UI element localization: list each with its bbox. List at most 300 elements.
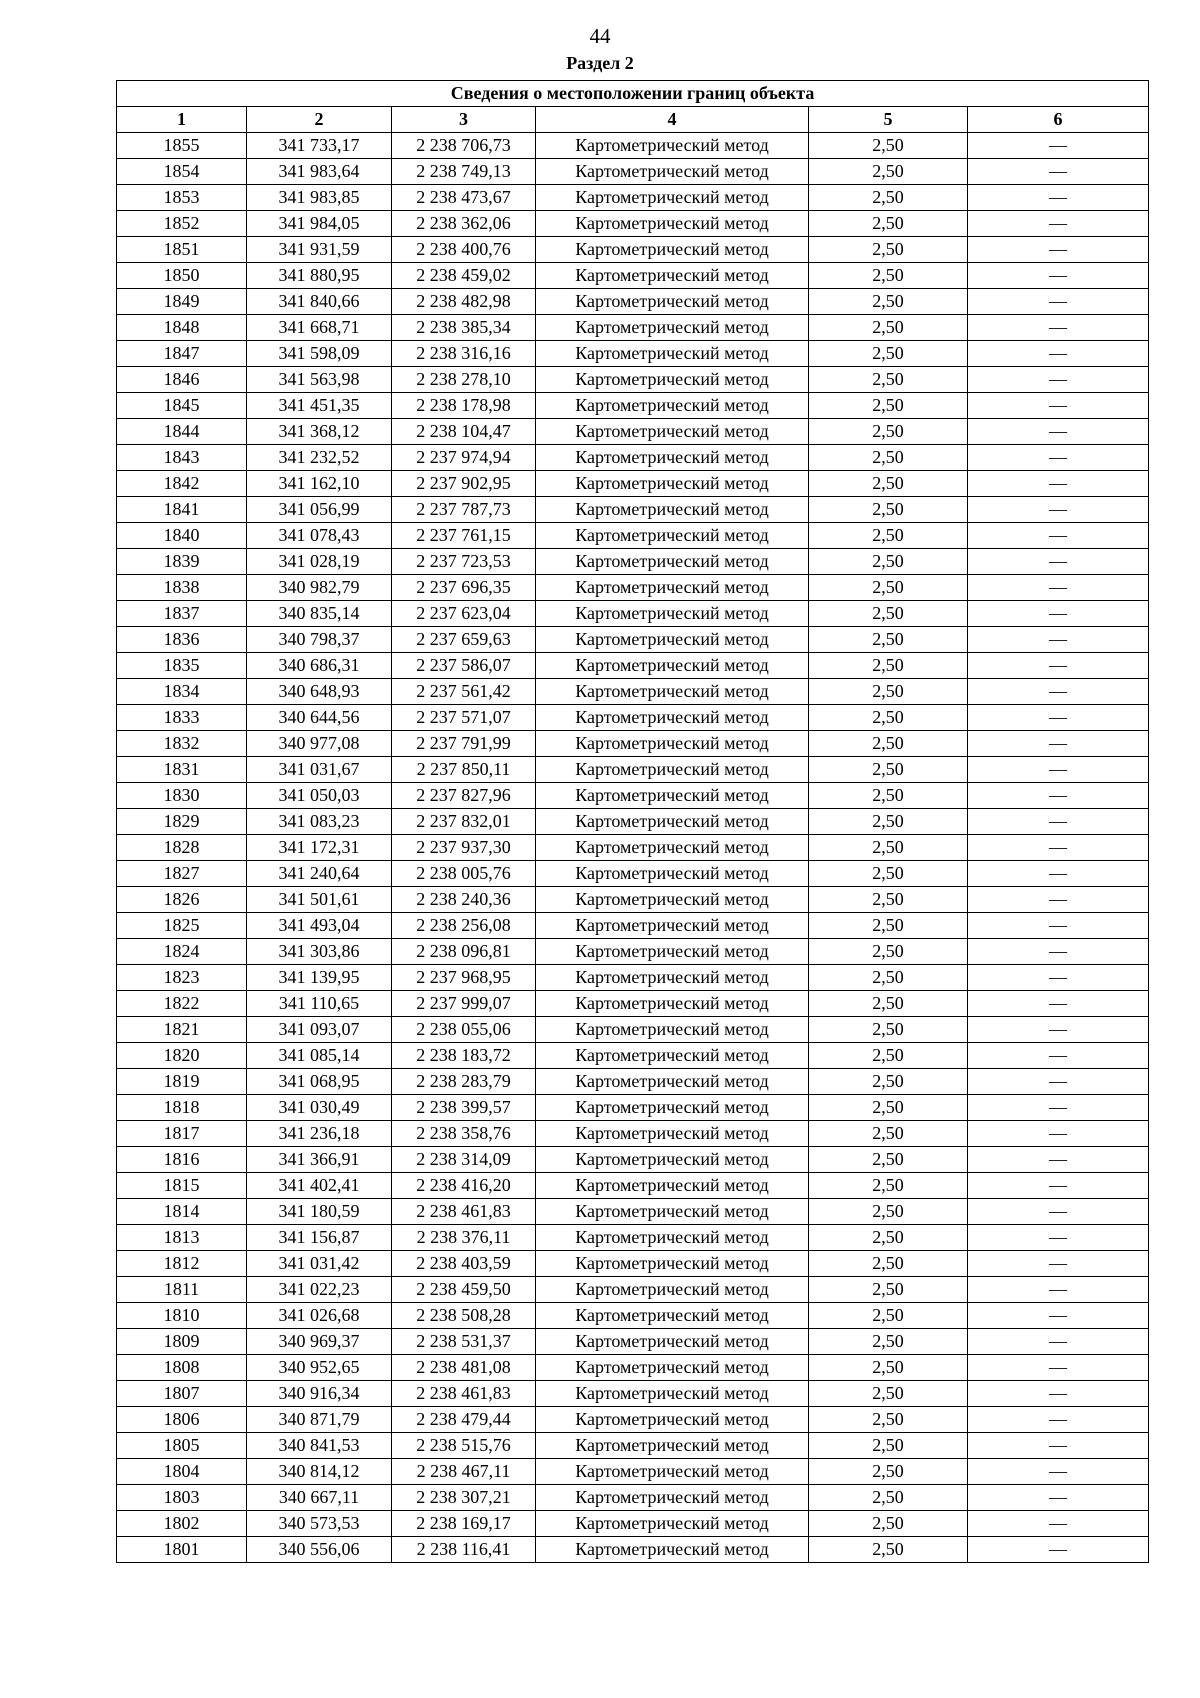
x-coordinate-cell: 340 556,06 [247,1537,392,1563]
method-cell: Картометрический метод [536,783,809,809]
accuracy-cell: 2,50 [809,965,968,991]
y-coordinate-cell: 2 238 314,09 [392,1147,536,1173]
point-number-cell: 1805 [117,1433,247,1459]
description-cell: — [968,835,1149,861]
y-coordinate-cell: 2 237 623,04 [392,601,536,627]
accuracy-cell: 2,50 [809,1511,968,1537]
method-cell: Картометрический метод [536,679,809,705]
table-row [117,1069,1149,1095]
method-cell: Картометрический метод [536,549,809,575]
point-number-cell: 1852 [117,211,247,237]
description-cell: — [968,1511,1149,1537]
point-number-cell: 1826 [117,887,247,913]
column-header: 3 [392,107,536,133]
point-number-cell: 1819 [117,1069,247,1095]
accuracy-cell: 2,50 [809,601,968,627]
accuracy-cell: 2,50 [809,315,968,341]
table-row [117,991,1149,1017]
table-row [117,1147,1149,1173]
table-row [117,1043,1149,1069]
x-coordinate-cell: 341 056,99 [247,497,392,523]
method-cell: Картометрический метод [536,1095,809,1121]
table-row [117,1095,1149,1121]
x-coordinate-cell: 341 162,10 [247,471,392,497]
description-cell: — [968,731,1149,757]
point-number-cell: 1804 [117,1459,247,1485]
table-row [117,1121,1149,1147]
description-cell: — [968,653,1149,679]
method-cell: Картометрический метод [536,861,809,887]
accuracy-cell: 2,50 [809,1407,968,1433]
point-number-cell: 1833 [117,705,247,731]
method-cell: Картометрический метод [536,965,809,991]
point-number-cell: 1814 [117,1199,247,1225]
table-row [117,263,1149,289]
table-row [117,1537,1149,1563]
x-coordinate-cell: 340 573,53 [247,1511,392,1537]
description-cell: — [968,445,1149,471]
point-number-cell: 1828 [117,835,247,861]
description-cell: — [968,1095,1149,1121]
y-coordinate-cell: 2 238 055,06 [392,1017,536,1043]
column-header: 2 [247,107,392,133]
point-number-cell: 1809 [117,1329,247,1355]
accuracy-cell: 2,50 [809,523,968,549]
description-cell: — [968,211,1149,237]
method-cell: Картометрический метод [536,237,809,263]
method-cell: Картометрический метод [536,1459,809,1485]
y-coordinate-cell: 2 238 461,83 [392,1199,536,1225]
description-cell: — [968,1407,1149,1433]
description-cell: — [968,939,1149,965]
accuracy-cell: 2,50 [809,237,968,263]
accuracy-cell: 2,50 [809,1381,968,1407]
y-coordinate-cell: 2 238 183,72 [392,1043,536,1069]
x-coordinate-cell: 341 598,09 [247,341,392,367]
y-coordinate-cell: 2 238 278,10 [392,367,536,393]
table-row [117,1173,1149,1199]
point-number-cell: 1835 [117,653,247,679]
method-cell: Картометрический метод [536,1407,809,1433]
point-number-cell: 1827 [117,861,247,887]
method-cell: Картометрический метод [536,367,809,393]
y-coordinate-cell: 2 237 968,95 [392,965,536,991]
point-number-cell: 1838 [117,575,247,601]
table-row [117,679,1149,705]
table-body [117,133,1149,1563]
y-coordinate-cell: 2 237 561,42 [392,679,536,705]
table-row [117,601,1149,627]
x-coordinate-cell: 341 022,23 [247,1277,392,1303]
accuracy-cell: 2,50 [809,1017,968,1043]
method-cell: Картометрический метод [536,1485,809,1511]
description-cell: — [968,367,1149,393]
description-cell: — [968,1381,1149,1407]
x-coordinate-cell: 341 030,49 [247,1095,392,1121]
accuracy-cell: 2,50 [809,185,968,211]
description-cell: — [968,1147,1149,1173]
accuracy-cell: 2,50 [809,159,968,185]
method-cell: Картометрический метод [536,159,809,185]
accuracy-cell: 2,50 [809,1199,968,1225]
table-header-row [117,107,1149,133]
y-coordinate-cell: 2 237 586,07 [392,653,536,679]
method-cell: Картометрический метод [536,1225,809,1251]
description-cell: — [968,783,1149,809]
x-coordinate-cell: 340 916,34 [247,1381,392,1407]
x-coordinate-cell: 341 031,42 [247,1251,392,1277]
point-number-cell: 1823 [117,965,247,991]
description-cell: — [968,471,1149,497]
x-coordinate-cell: 340 841,53 [247,1433,392,1459]
accuracy-cell: 2,50 [809,1147,968,1173]
y-coordinate-cell: 2 237 827,96 [392,783,536,809]
method-cell: Картометрический метод [536,1433,809,1459]
accuracy-cell: 2,50 [809,1485,968,1511]
description-cell: — [968,1459,1149,1485]
method-cell: Картометрический метод [536,393,809,419]
method-cell: Картометрический метод [536,1329,809,1355]
point-number-cell: 1843 [117,445,247,471]
table-row [117,367,1149,393]
method-cell: Картометрический метод [536,575,809,601]
description-cell: — [968,679,1149,705]
point-number-cell: 1846 [117,367,247,393]
table-row [117,1017,1149,1043]
accuracy-cell: 2,50 [809,809,968,835]
method-cell: Картометрический метод [536,1147,809,1173]
method-cell: Картометрический метод [536,185,809,211]
table-row [117,497,1149,523]
method-cell: Картометрический метод [536,341,809,367]
y-coordinate-cell: 2 238 169,17 [392,1511,536,1537]
method-cell: Картометрический метод [536,913,809,939]
method-cell: Картометрический метод [536,705,809,731]
table-row [117,315,1149,341]
x-coordinate-cell: 341 172,31 [247,835,392,861]
point-number-cell: 1839 [117,549,247,575]
description-cell: — [968,913,1149,939]
y-coordinate-cell: 2 237 937,30 [392,835,536,861]
x-coordinate-cell: 340 969,37 [247,1329,392,1355]
description-cell: — [968,1433,1149,1459]
table-row [117,419,1149,445]
method-cell: Картометрический метод [536,757,809,783]
table-row [117,627,1149,653]
x-coordinate-cell: 340 667,11 [247,1485,392,1511]
accuracy-cell: 2,50 [809,445,968,471]
table-row [117,965,1149,991]
method-cell: Картометрический метод [536,887,809,913]
column-header: 5 [809,107,968,133]
point-number-cell: 1844 [117,419,247,445]
x-coordinate-cell: 341 078,43 [247,523,392,549]
point-number-cell: 1818 [117,1095,247,1121]
description-cell: — [968,1173,1149,1199]
accuracy-cell: 2,50 [809,757,968,783]
y-coordinate-cell: 2 238 283,79 [392,1069,536,1095]
description-cell: — [968,523,1149,549]
method-cell: Картометрический метод [536,991,809,1017]
method-cell: Картометрический метод [536,1277,809,1303]
x-coordinate-cell: 341 668,71 [247,315,392,341]
table-row [117,1407,1149,1433]
y-coordinate-cell: 2 238 096,81 [392,939,536,965]
table-row [117,653,1149,679]
table-row [117,1329,1149,1355]
method-cell: Картометрический метод [536,1537,809,1563]
point-number-cell: 1837 [117,601,247,627]
y-coordinate-cell: 2 238 403,59 [392,1251,536,1277]
table-row [117,471,1149,497]
description-cell: — [968,601,1149,627]
y-coordinate-cell: 2 238 005,76 [392,861,536,887]
accuracy-cell: 2,50 [809,471,968,497]
table-row [117,861,1149,887]
accuracy-cell: 2,50 [809,1069,968,1095]
y-coordinate-cell: 2 238 104,47 [392,419,536,445]
point-number-cell: 1811 [117,1277,247,1303]
point-number-cell: 1849 [117,289,247,315]
point-number-cell: 1831 [117,757,247,783]
description-cell: — [968,1069,1149,1095]
accuracy-cell: 2,50 [809,627,968,653]
table-row [117,159,1149,185]
y-coordinate-cell: 2 237 791,99 [392,731,536,757]
accuracy-cell: 2,50 [809,133,968,159]
point-number-cell: 1850 [117,263,247,289]
x-coordinate-cell: 341 368,12 [247,419,392,445]
accuracy-cell: 2,50 [809,1433,968,1459]
point-number-cell: 1834 [117,679,247,705]
section-title: Раздел 2 [566,53,634,73]
accuracy-cell: 2,50 [809,887,968,913]
description-cell: — [968,887,1149,913]
method-cell: Картометрический метод [536,211,809,237]
method-cell: Картометрический метод [536,731,809,757]
x-coordinate-cell: 341 050,03 [247,783,392,809]
point-number-cell: 1816 [117,1147,247,1173]
method-cell: Картометрический метод [536,1303,809,1329]
point-number-cell: 1825 [117,913,247,939]
column-header: 1 [117,107,247,133]
y-coordinate-cell: 2 238 508,28 [392,1303,536,1329]
y-coordinate-cell: 2 238 531,37 [392,1329,536,1355]
y-coordinate-cell: 2 237 850,11 [392,757,536,783]
description-cell: — [968,627,1149,653]
point-number-cell: 1841 [117,497,247,523]
y-coordinate-cell: 2 237 761,15 [392,523,536,549]
point-number-cell: 1824 [117,939,247,965]
method-cell: Картометрический метод [536,445,809,471]
table-row [117,1381,1149,1407]
y-coordinate-cell: 2 238 116,41 [392,1537,536,1563]
description-cell: — [968,133,1149,159]
y-coordinate-cell: 2 238 459,50 [392,1277,536,1303]
accuracy-cell: 2,50 [809,367,968,393]
description-cell: — [968,861,1149,887]
x-coordinate-cell: 341 232,52 [247,445,392,471]
description-cell: — [968,315,1149,341]
description-cell: — [968,809,1149,835]
column-header: 6 [968,107,1149,133]
method-cell: Картометрический метод [536,263,809,289]
y-coordinate-cell: 2 238 473,67 [392,185,536,211]
description-cell: — [968,1017,1149,1043]
accuracy-cell: 2,50 [809,1277,968,1303]
point-number-cell: 1812 [117,1251,247,1277]
table-caption-row [117,81,1149,107]
x-coordinate-cell: 341 139,95 [247,965,392,991]
table-row [117,731,1149,757]
method-cell: Картометрический метод [536,939,809,965]
method-cell: Картометрический метод [536,835,809,861]
description-cell: — [968,497,1149,523]
accuracy-cell: 2,50 [809,393,968,419]
table-caption: Сведения о местоположении границ объекта [117,81,1149,107]
x-coordinate-cell: 341 880,95 [247,263,392,289]
point-number-cell: 1851 [117,237,247,263]
x-coordinate-cell: 341 236,18 [247,1121,392,1147]
table-row [117,133,1149,159]
accuracy-cell: 2,50 [809,419,968,445]
x-coordinate-cell: 341 366,91 [247,1147,392,1173]
accuracy-cell: 2,50 [809,1355,968,1381]
table-row [117,523,1149,549]
accuracy-cell: 2,50 [809,1459,968,1485]
accuracy-cell: 2,50 [809,497,968,523]
accuracy-cell: 2,50 [809,939,968,965]
point-number-cell: 1840 [117,523,247,549]
accuracy-cell: 2,50 [809,991,968,1017]
table-row [117,237,1149,263]
description-cell: — [968,991,1149,1017]
x-coordinate-cell: 340 648,93 [247,679,392,705]
accuracy-cell: 2,50 [809,1303,968,1329]
accuracy-cell: 2,50 [809,653,968,679]
x-coordinate-cell: 341 156,87 [247,1225,392,1251]
point-number-cell: 1854 [117,159,247,185]
table-row [117,393,1149,419]
point-number-cell: 1803 [117,1485,247,1511]
description-cell: — [968,237,1149,263]
y-coordinate-cell: 2 238 459,02 [392,263,536,289]
method-cell: Картометрический метод [536,1017,809,1043]
table-row [117,1251,1149,1277]
y-coordinate-cell: 2 238 749,13 [392,159,536,185]
x-coordinate-cell: 341 180,59 [247,1199,392,1225]
description-cell: — [968,1277,1149,1303]
method-cell: Картометрический метод [536,1381,809,1407]
y-coordinate-cell: 2 238 482,98 [392,289,536,315]
accuracy-cell: 2,50 [809,1095,968,1121]
table-row [117,913,1149,939]
accuracy-cell: 2,50 [809,783,968,809]
point-number-cell: 1808 [117,1355,247,1381]
x-coordinate-cell: 340 798,37 [247,627,392,653]
y-coordinate-cell: 2 238 479,44 [392,1407,536,1433]
point-number-cell: 1815 [117,1173,247,1199]
description-cell: — [968,1043,1149,1069]
y-coordinate-cell: 2 238 376,11 [392,1225,536,1251]
table-row [117,1485,1149,1511]
y-coordinate-cell: 2 238 515,76 [392,1433,536,1459]
x-coordinate-cell: 341 026,68 [247,1303,392,1329]
table-row [117,835,1149,861]
point-number-cell: 1847 [117,341,247,367]
method-cell: Картометрический метод [536,1199,809,1225]
description-cell: — [968,393,1149,419]
description-cell: — [968,1303,1149,1329]
accuracy-cell: 2,50 [809,1537,968,1563]
y-coordinate-cell: 2 238 240,36 [392,887,536,913]
point-number-cell: 1822 [117,991,247,1017]
accuracy-cell: 2,50 [809,679,968,705]
description-cell: — [968,1251,1149,1277]
description-cell: — [968,1485,1149,1511]
method-cell: Картометрический метод [536,419,809,445]
accuracy-cell: 2,50 [809,289,968,315]
description-cell: — [968,575,1149,601]
point-number-cell: 1829 [117,809,247,835]
table-row [117,1433,1149,1459]
accuracy-cell: 2,50 [809,1043,968,1069]
x-coordinate-cell: 340 871,79 [247,1407,392,1433]
point-number-cell: 1853 [117,185,247,211]
y-coordinate-cell: 2 237 999,07 [392,991,536,1017]
description-cell: — [968,705,1149,731]
x-coordinate-cell: 341 031,67 [247,757,392,783]
x-coordinate-cell: 341 451,35 [247,393,392,419]
accuracy-cell: 2,50 [809,731,968,757]
accuracy-cell: 2,50 [809,835,968,861]
method-cell: Картометрический метод [536,497,809,523]
method-cell: Картометрический метод [536,1043,809,1069]
x-coordinate-cell: 341 840,66 [247,289,392,315]
x-coordinate-cell: 341 493,04 [247,913,392,939]
x-coordinate-cell: 341 240,64 [247,861,392,887]
table-row [117,1277,1149,1303]
accuracy-cell: 2,50 [809,575,968,601]
y-coordinate-cell: 2 238 399,57 [392,1095,536,1121]
table-row [117,757,1149,783]
boundary-coordinates-table [116,80,1149,1563]
point-number-cell: 1813 [117,1225,247,1251]
method-cell: Картометрический метод [536,133,809,159]
x-coordinate-cell: 341 563,98 [247,367,392,393]
description-cell: — [968,549,1149,575]
x-coordinate-cell: 341 501,61 [247,887,392,913]
point-number-cell: 1817 [117,1121,247,1147]
y-coordinate-cell: 2 237 902,95 [392,471,536,497]
table-row [117,1303,1149,1329]
point-number-cell: 1802 [117,1511,247,1537]
accuracy-cell: 2,50 [809,341,968,367]
y-coordinate-cell: 2 238 307,21 [392,1485,536,1511]
point-number-cell: 1820 [117,1043,247,1069]
y-coordinate-cell: 2 238 461,83 [392,1381,536,1407]
method-cell: Картометрический метод [536,1173,809,1199]
table-row [117,1225,1149,1251]
point-number-cell: 1806 [117,1407,247,1433]
point-number-cell: 1830 [117,783,247,809]
description-cell: — [968,1225,1149,1251]
description-cell: — [968,185,1149,211]
method-cell: Картометрический метод [536,289,809,315]
method-cell: Картометрический метод [536,1355,809,1381]
description-cell: — [968,757,1149,783]
x-coordinate-cell: 340 977,08 [247,731,392,757]
